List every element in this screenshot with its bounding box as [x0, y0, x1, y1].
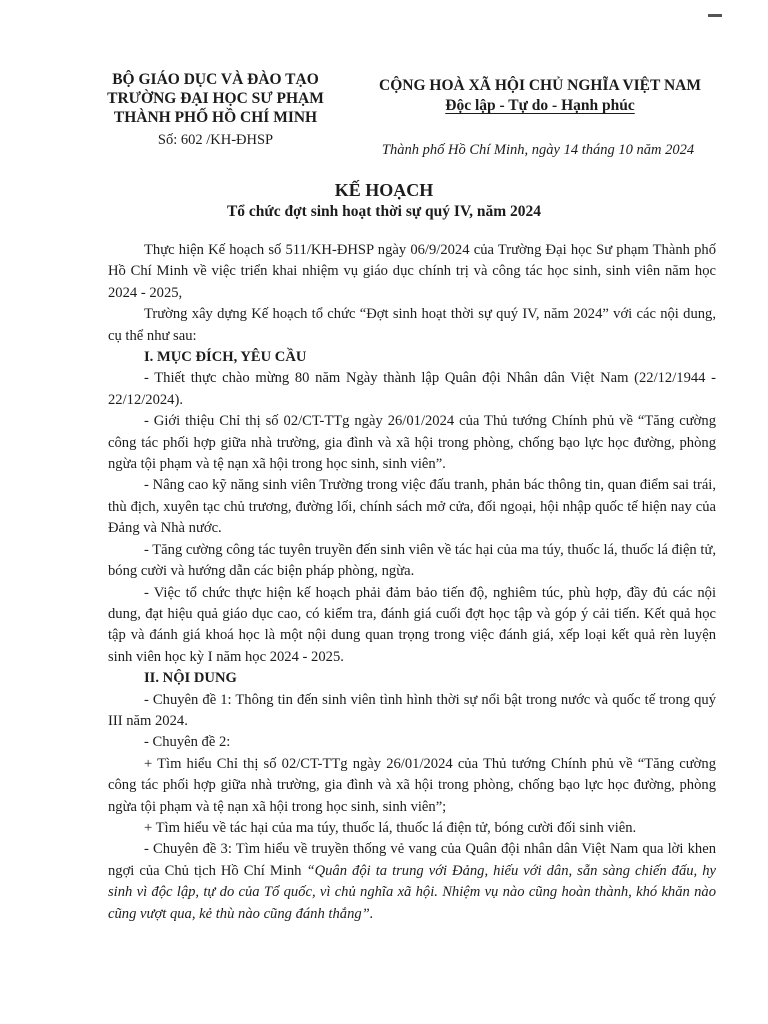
national-header [360, 76, 720, 116]
section-1-item-1: - Thiết thực chào mừng 80 năm Ngày thành lập Quân đội Nhân dân Việt Nam (22/12/1944 - 22/12/2024). [108, 370, 716, 408]
nation-name: CỘNG HOÀ XÃ HỘI CHỦ NGHĨA VIỆT NAM [379, 77, 701, 94]
section-2-item-5-lead: - Chuyên đề 3: Tìm hiểu về truyền thống vẻ vang của Quân đội nhân dân Việt Nam qua lời khen ngợi của Chủ tịch Hồ Chí Minh [108, 841, 716, 879]
section-2-item-4: + Tìm hiểu về tác hại của ma túy, thuốc lá, thuốc lá điện tử, bóng cười đối sinh viên. [144, 819, 637, 836]
ministry-name: BỘ GIÁO DỤC VÀ ĐÀO TẠO [112, 71, 319, 88]
section-1-item-5: - Việc tổ chức thực hiện kế hoạch phải đảm bảo tiến độ, nghiêm túc, phù hợp, đầy đủ các nội dung, đạt hiệu quả giáo dục cao, có kiểm tra, đánh giá cuối đợt học tập và góp ý cải tiến. Kết quả học tập và đánh giá khoá học là một nội dung quan trọng trong việc đánh giá, xếp loại kết quả rèn luyện sinh viên học kỳ I năm học 2024 - 2025. [108, 584, 716, 665]
document-body [108, 240, 716, 925]
section-2-item-1: - Chuyên đề 1: Thông tin đến sinh viên tình hình thời sự nổi bật trong nước và quốc tế trong quý III năm 2024. [108, 691, 716, 729]
section-2-item-3: + Tìm hiểu Chỉ thị số 02/CT-TTg ngày 26/01/2024 của Thủ tướng Chính phủ về “Tăng cường công tác phối hợp giữa nhà trường, gia đình và xã hội trong phòng, chống bạo lực học đường, phòng ngừa tội phạm và tệ nạn xã hội trong học sinh, sinh viên”; [108, 755, 716, 815]
issuer-block [78, 70, 353, 150]
place-date: Thành phố Hồ Chí Minh, ngày 14 tháng 10 năm 2024 [381, 142, 695, 158]
scan-mark [708, 14, 722, 17]
national-motto: Độc lập - Tự do - Hạnh phúc [445, 97, 635, 114]
section-1-item-4: - Tăng cường công tác tuyên truyền đến sinh viên về tác hại của ma túy, thuốc lá, thuốc lá điện tử, bóng cười và hướng dẫn các biện pháp phòng, ngừa. [108, 541, 716, 580]
ho-chi-minh-quote: “Quân đội ta trung với Đảng, hiếu với dân, sẵn sàng chiến đấu, hy sinh vì độc lập, tự do của Tổ quốc, vì chủ nghĩa xã hội. Nhiệm vụ nào cũng hoàn thành, khó khăn nào cũng vượt qua, kẻ thù nào cũng đánh thắng”. [108, 862, 716, 922]
intro-paragraph-2: Trường xây dựng Kế hoạch tổ chức “Đợt sinh hoạt thời sự quý IV, năm 2024” với các nội dung, cụ thể như sau: [108, 306, 716, 344]
document-title: KẾ HOẠCH [334, 180, 434, 200]
document-number: Số: 602 /KH-ĐHSP [157, 132, 274, 148]
section-2-heading: II. NỘI DUNG [144, 670, 237, 687]
section-2-item-2: - Chuyên đề 2: [144, 734, 231, 751]
section-1-item-2: - Giới thiệu Chỉ thị số 02/CT-TTg ngày 26/01/2024 của Thủ tướng Chính phủ về “Tăng cường công tác phối hợp giữa nhà trường, gia đình và xã hội trong phòng, chống bạo lực học đường, phòng ngừa tội phạm và tệ nạn xã hội trong học sinh, sinh viên”. [108, 413, 716, 473]
section-1-heading: I. MỤC ĐÍCH, YÊU CẦU [144, 349, 307, 366]
university-name-line2: THÀNH PHỐ HỒ CHÍ MINH [113, 109, 318, 126]
document-subtitle: Tổ chức đợt sinh hoạt thời sự quý IV, năm 2024 [226, 203, 542, 220]
section-1-item-3: - Nâng cao kỹ năng sinh viên Trường trong việc đấu tranh, phản bác thông tin, quan điểm sai trái, thù địch, xuyên tạc chủ trương, đường lối, chính sách mở cửa, đối ngoại, hội nhập quốc tế hiện nay của Đảng và Nhà nước. [108, 477, 716, 537]
section-2-item-5 [108, 839, 716, 925]
intro-paragraph-1: Thực hiện Kế hoạch số 511/KH-ĐHSP ngày 06/9/2024 của Trường Đại học Sư phạm Thành phố Hồ Chí Minh về việc triển khai nhiệm vụ giáo dục chính trị và công tác học sinh, sinh viên năm học 2024 - 2025, [108, 242, 716, 301]
university-name-line1: TRƯỜNG ĐẠI HỌC SƯ PHẠM [107, 90, 324, 107]
